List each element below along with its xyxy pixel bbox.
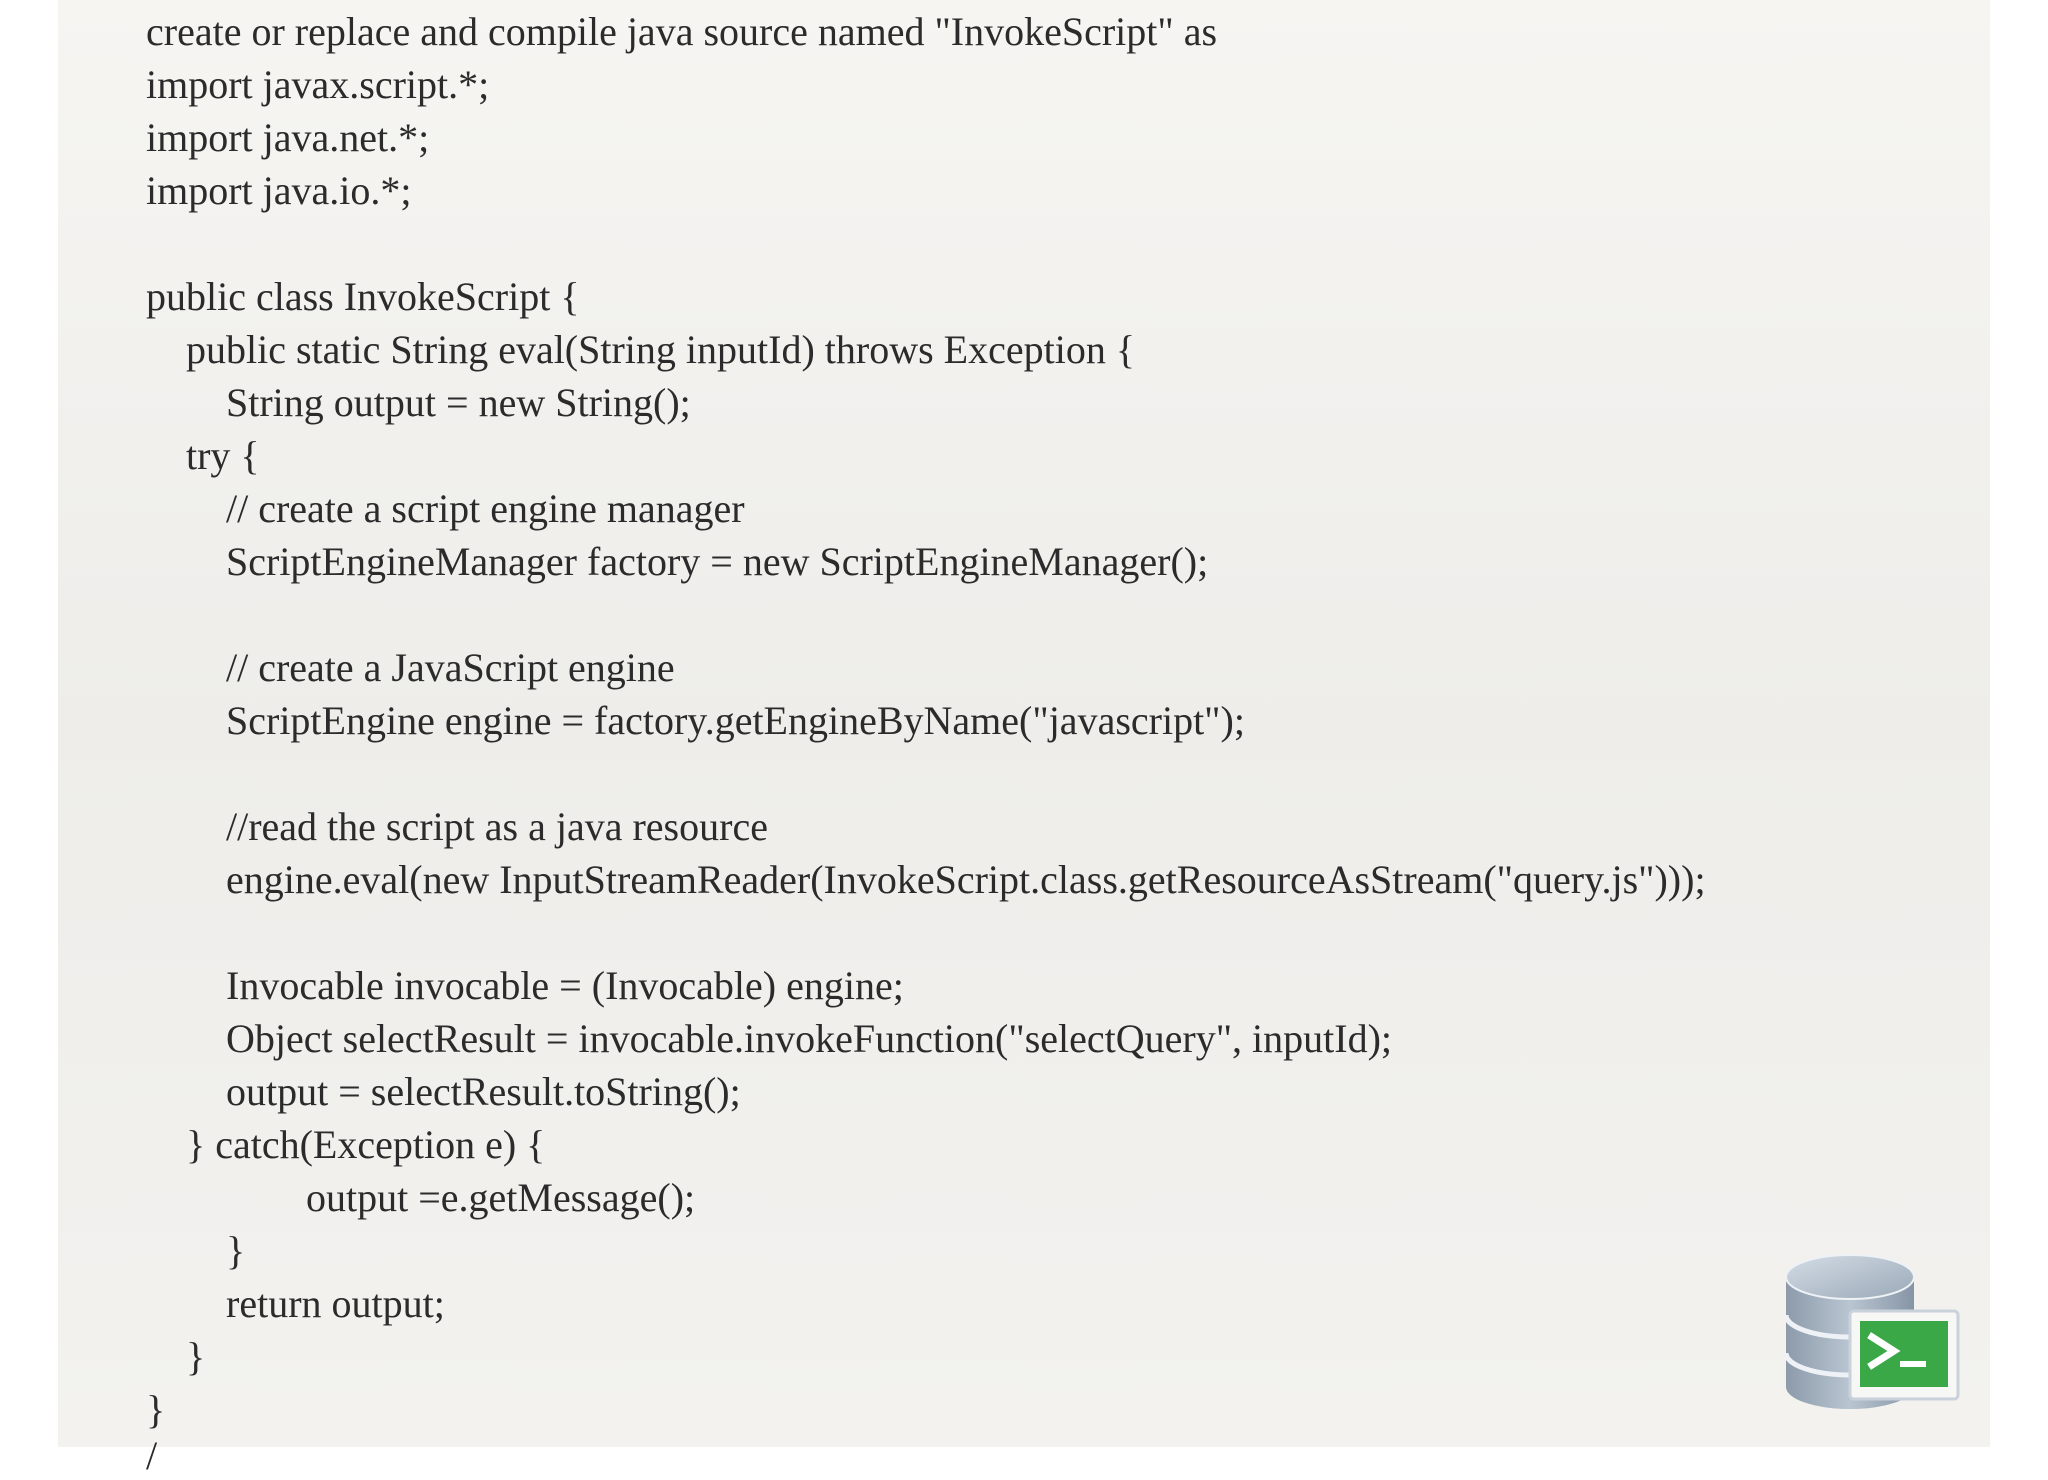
code-line: return output; — [226, 1281, 445, 1326]
code-line: try { — [186, 433, 260, 478]
code-line: // create a script engine manager — [226, 486, 745, 531]
code-line: ScriptEngine engine = factory.getEngineByName("javascript"); — [226, 698, 1245, 743]
code-line: import javax.script.*; — [146, 62, 490, 107]
code-line: //read the script as a java resource — [226, 804, 768, 849]
code-line: public class InvokeScript { — [146, 274, 580, 319]
code-line: output =e.getMessage(); — [306, 1175, 696, 1220]
code-line: String output = new String(); — [226, 380, 691, 425]
code-line: create or replace and compile java source named "InvokeScript" as — [146, 9, 1218, 54]
code-line: engine.eval(new InputStreamReader(InvokeScript.class.getResourceAsStream("query.js"))); — [226, 857, 1706, 902]
code-line: / — [146, 1433, 158, 1478]
code-line: import java.net.*; — [146, 115, 430, 160]
code-line: public static String eval(String inputId) throws Exception { — [186, 327, 1136, 372]
code-line: // create a JavaScript engine — [226, 645, 675, 690]
code-line: import java.io.*; — [146, 168, 412, 213]
code-line: } catch(Exception e) { — [186, 1122, 546, 1167]
code-line: Invocable invocable = (Invocable) engine; — [226, 963, 904, 1008]
code-line: ScriptEngineManager factory = new ScriptEngineManager(); — [226, 539, 1209, 584]
code-line: } — [186, 1334, 206, 1379]
code-line: } — [146, 1387, 166, 1432]
slide — [58, 0, 1990, 1478]
database-terminal-icon — [1780, 1249, 1964, 1419]
code-line: output = selectResult.toString(); — [226, 1069, 741, 1114]
code-line: Object selectResult = invocable.invokeFunction("selectQuery", inputId); — [226, 1016, 1393, 1061]
code-line: } — [226, 1228, 246, 1273]
